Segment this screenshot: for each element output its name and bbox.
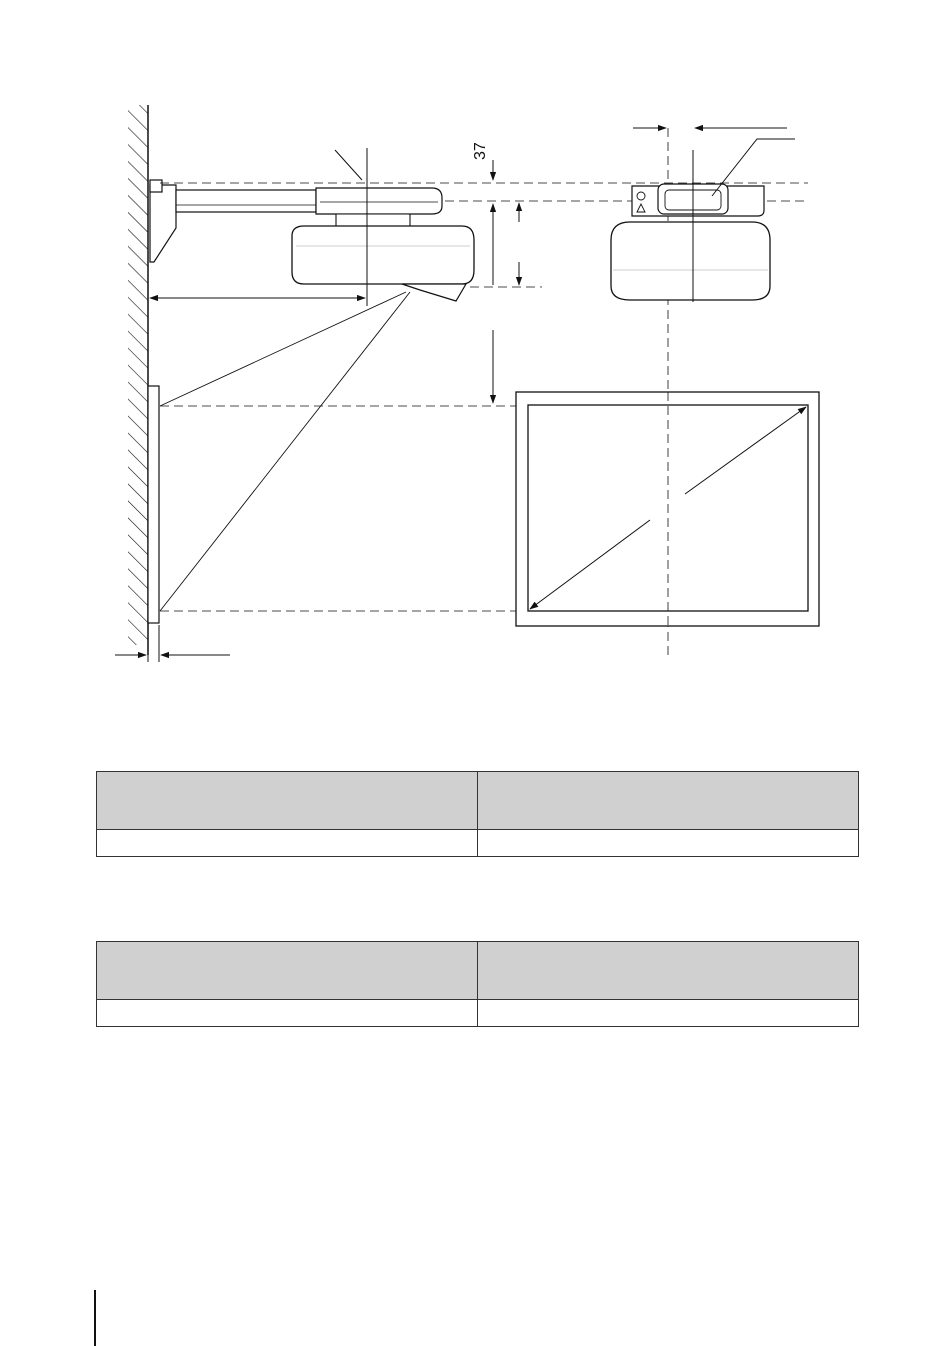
table-header-cell bbox=[478, 772, 859, 830]
table-header-cell bbox=[97, 772, 478, 830]
screen-front-view bbox=[516, 392, 819, 626]
page-margin-marker bbox=[94, 1290, 96, 1346]
table-cell bbox=[478, 830, 859, 857]
screen-board-side bbox=[148, 386, 159, 623]
vertical-dimensions bbox=[493, 160, 519, 403]
leader-line-side bbox=[335, 150, 362, 180]
wall bbox=[128, 105, 148, 655]
table-row bbox=[97, 830, 859, 857]
projector-side-view bbox=[292, 226, 474, 301]
table-header-row bbox=[97, 772, 859, 830]
table-cell bbox=[97, 830, 478, 857]
table-cell bbox=[478, 1000, 859, 1027]
projector-front-view bbox=[611, 150, 770, 302]
projection-line-bottom bbox=[160, 292, 410, 611]
table-cell bbox=[97, 1000, 478, 1027]
table-header-row bbox=[97, 942, 859, 1000]
table-row bbox=[97, 1000, 859, 1027]
projection-line-top bbox=[160, 292, 406, 406]
dimension-label-37: 37 bbox=[472, 142, 489, 160]
spec-table-1 bbox=[96, 771, 859, 857]
table-header-cell bbox=[97, 942, 478, 1000]
spec-table-2 bbox=[96, 941, 859, 1027]
table-header-cell bbox=[478, 942, 859, 1000]
